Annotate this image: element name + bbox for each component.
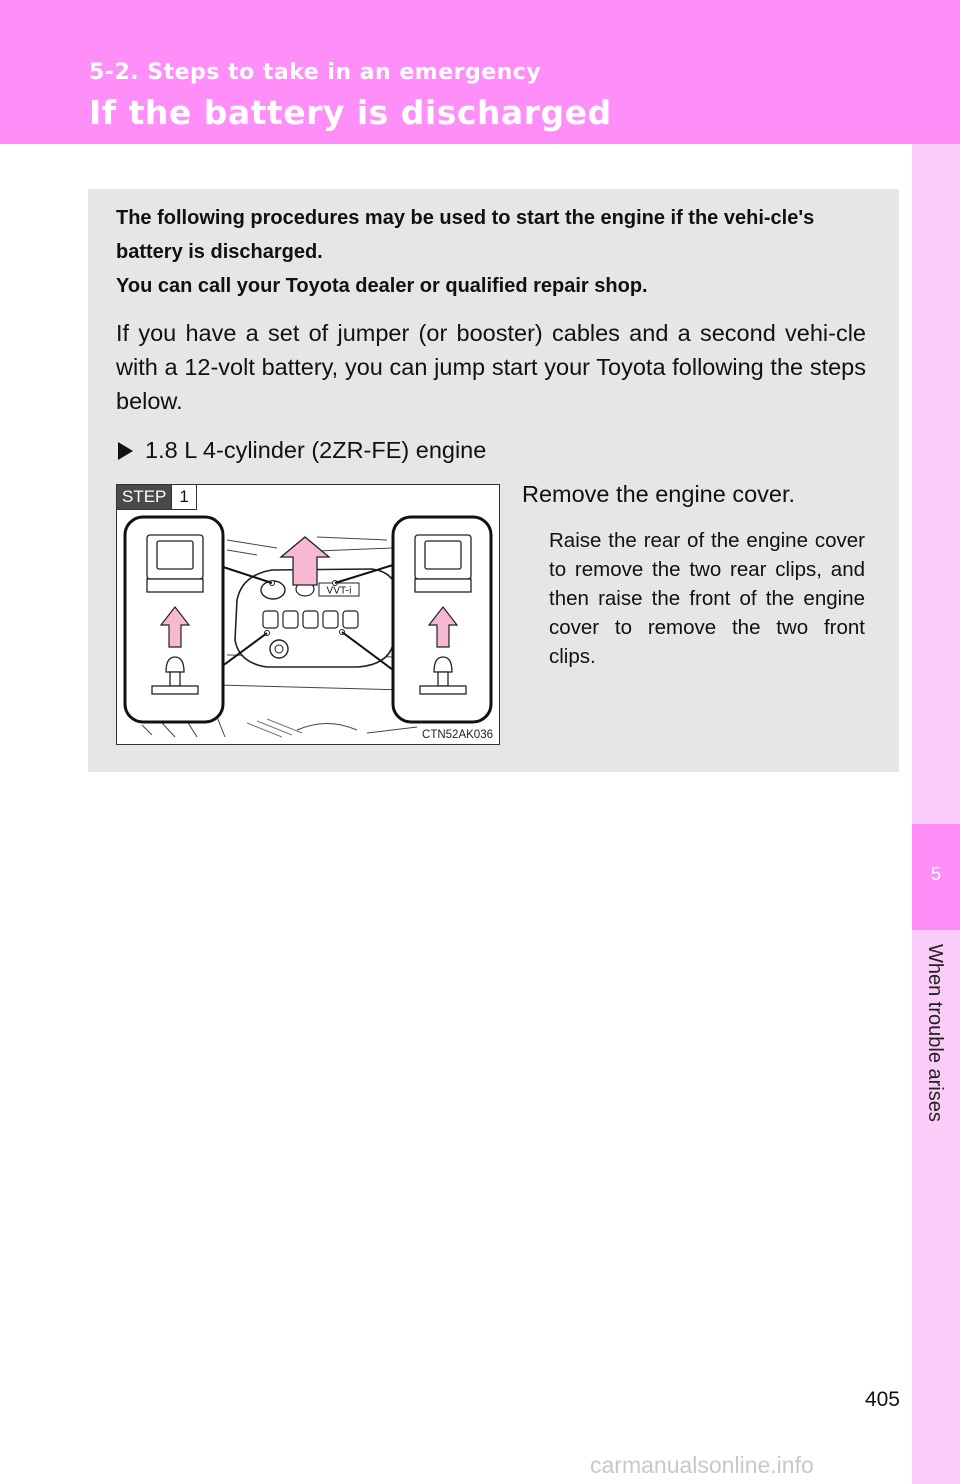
step-description: Raise the rear of the engine cover to remove the two rear clips, and then raise the front of the engine cover to remove the two front clips. (549, 529, 865, 668)
chapter-sidebar (912, 144, 960, 1484)
step-badge (117, 485, 197, 510)
step-title: Remove the engine cover. (522, 481, 796, 507)
engine-variant-label: 1.8 L 4-cylinder (2ZR-FE) engine (145, 437, 487, 463)
engine-cover-illustration (116, 484, 500, 745)
triangle-bullet-icon (118, 442, 133, 460)
step-label: STEP (117, 485, 171, 509)
step-number: 1 (171, 485, 195, 509)
chapter-label: When trouble arises (924, 944, 946, 1122)
watermark: carmanualsonline.info (590, 1452, 814, 1478)
engine-bay-drawing (117, 485, 500, 745)
engine-variant (116, 433, 486, 467)
page-header (0, 0, 960, 144)
section-label: 5-2. Steps to take in an emergency (89, 60, 542, 85)
body-paragraph: If you have a set of jumper (or booster) cables and a second vehi-cle with a 12-volt battery, you can jump start your Toyota following the steps below. (116, 320, 866, 414)
page-title: If the battery is discharged (89, 93, 612, 132)
dipstick-cap-icon (270, 640, 288, 658)
vvti-badge-text: VVT-i (326, 585, 352, 597)
intro-text (116, 201, 868, 303)
intro-paragraph: The following procedures may be used to start the engine if the vehi-cle's battery is discharged. (116, 207, 815, 263)
chapter-number: 5 (930, 864, 941, 884)
intro-paragraph: You can call your Toyota dealer or qualified repair shop. (116, 275, 648, 297)
figure-code: CTN52AK036 (422, 729, 493, 741)
page-number: 405 (864, 1388, 900, 1411)
